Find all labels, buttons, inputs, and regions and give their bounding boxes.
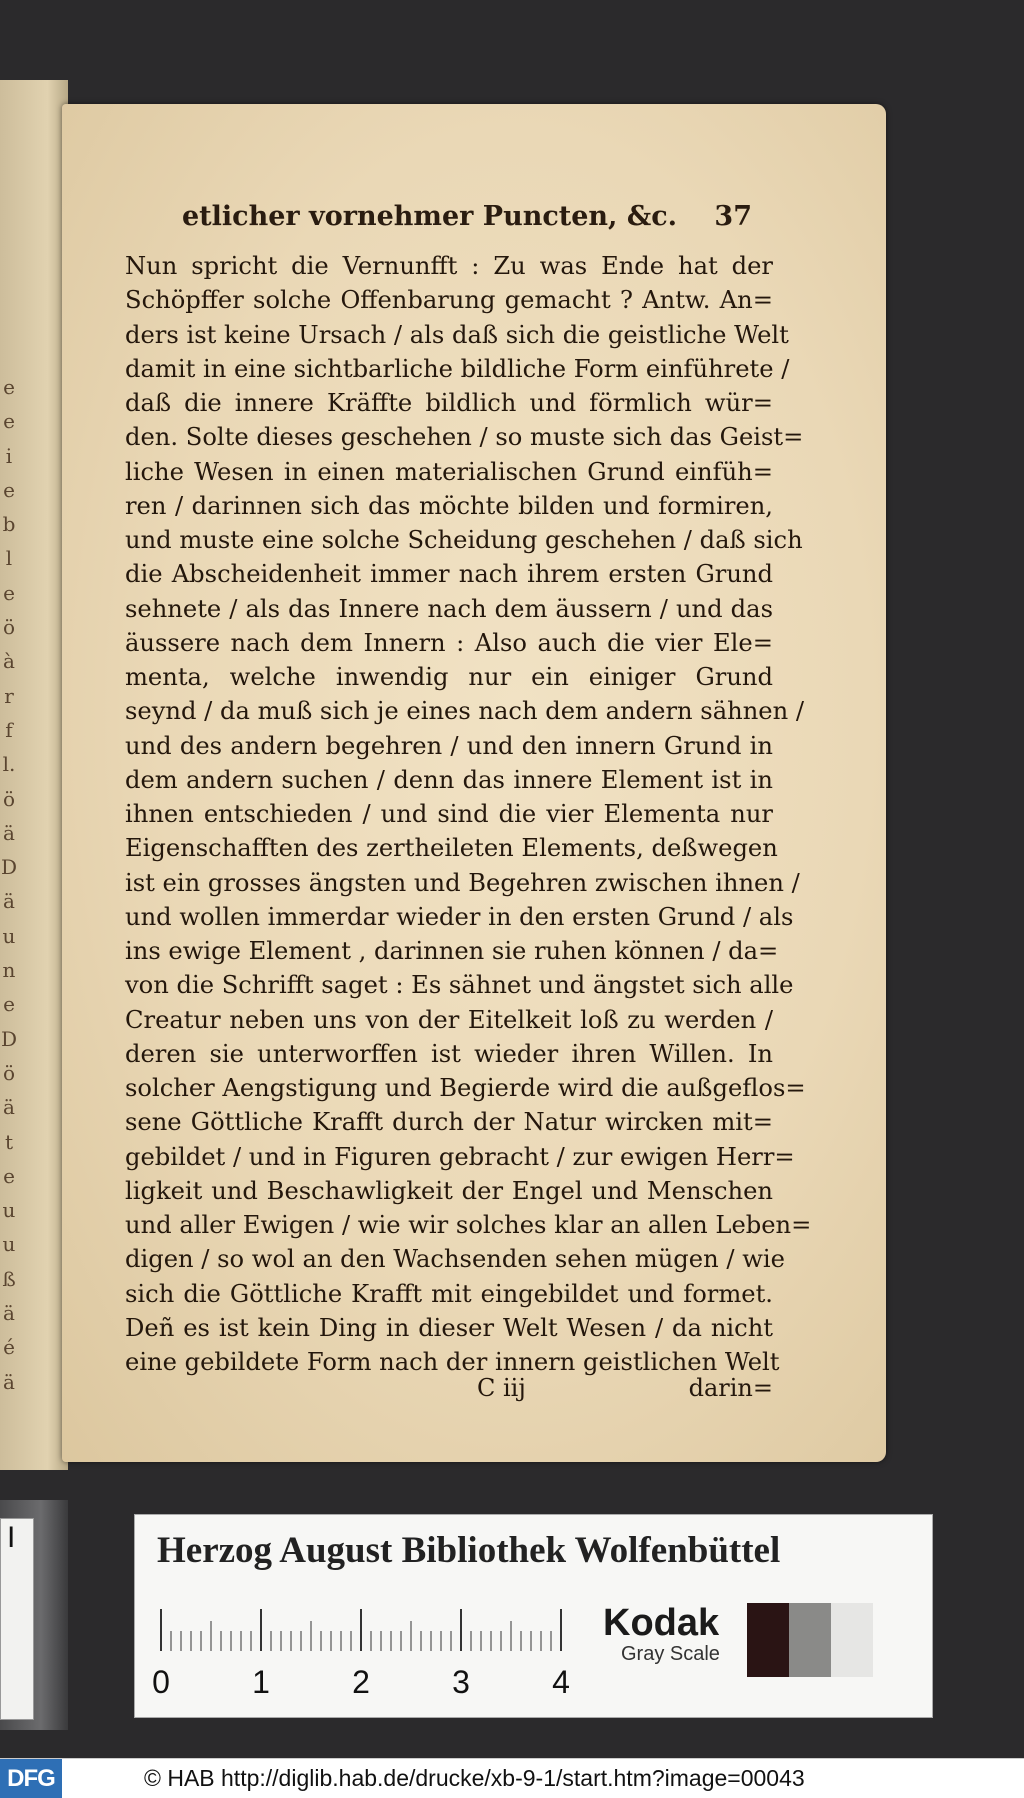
facing-glyph: ä <box>3 889 15 914</box>
copyright-link[interactable]: © HAB http://diglib.hab.de/drucke/xb-9-1/start.htm?image=00043 <box>144 1765 805 1791</box>
text-line: Eigenschafften des zertheileten Elements, deßwegen <box>125 834 778 863</box>
text-line: sene Göttliche Krafft durch der Natur wircken mit= <box>125 1108 773 1137</box>
facing-glyph: u <box>2 923 16 948</box>
catchword: darin= <box>688 1374 773 1402</box>
text-line: äussere nach dem Innern : Also auch die vier Ele= <box>125 628 773 657</box>
text-line: deren sie unterworffen ist wieder ihren Willen. In <box>125 1039 773 1068</box>
ruler-label: 4 <box>552 1664 570 1700</box>
text-line: daß die innere Kräffte bildlich und förmlich wür= <box>125 389 773 417</box>
facing-glyph: i <box>5 443 13 468</box>
facing-glyph: ä <box>3 1369 15 1394</box>
footer-bar <box>0 1758 1024 1798</box>
facing-glyph: ß <box>2 1266 16 1291</box>
text-line: ligkeit und Beschawligkeit der Engel und Menschen <box>125 1176 773 1205</box>
text-line: eine gebildete Form nach der innern geistlichen Welt <box>125 1348 780 1376</box>
kodak-logo: Kodak <box>603 1602 720 1644</box>
text-line: den. Solte dieses geschehen / so muste sich das Geist= <box>125 423 804 452</box>
facing-glyph: t <box>4 1129 14 1154</box>
facing-glyph: f <box>5 717 13 742</box>
text-line: Nun spricht die Vernunfft : Zu was Ende hat der <box>125 252 773 280</box>
facing-glyph: u <box>2 1232 16 1257</box>
gray-swatch <box>789 1603 831 1677</box>
page-number: 37 <box>714 201 752 232</box>
facing-card-fragment: I <box>0 1518 34 1720</box>
signature-line <box>125 1372 773 1406</box>
dfg-logo: DFG <box>0 1759 62 1798</box>
text-line: Schöpffer solche Offenbarung gemacht ? Antw. An= <box>125 286 773 315</box>
facing-glyph: r <box>4 683 14 708</box>
running-head-title: etlicher vornehmer Puncten, &c. <box>182 201 678 232</box>
facing-glyph: e <box>3 409 15 434</box>
gray-swatch <box>831 1603 873 1677</box>
library-name: Herzog August Bibliothek Wolfenbüttel <box>157 1530 781 1571</box>
facing-glyph: ö <box>2 615 16 640</box>
text-line: liche Wesen in einen materialischen Grund einfüh= <box>125 457 773 486</box>
facing-glyph: n <box>2 958 16 983</box>
facing-glyph: e <box>3 375 15 399</box>
cm-ruler <box>152 1607 589 1707</box>
text-line: Creatur neben uns von der Eitelkeit loß zu werden / <box>125 1005 773 1034</box>
facing-glyph: e <box>3 1163 15 1188</box>
ruler-label: 0 <box>152 1664 170 1700</box>
text-line: ihnen entschieden / und sind die vier Elementa nur <box>125 800 773 828</box>
facing-glyph: à <box>3 649 15 674</box>
text-line: und aller Ewigen / wie wir solches klar an allen Leben= <box>125 1211 812 1239</box>
color-target-card <box>134 1514 933 1718</box>
facing-page-edge <box>0 80 68 1470</box>
facing-glyph: é <box>3 1335 15 1360</box>
text-line: sehnete / als das Innere nach dem äussern / und das <box>125 594 773 623</box>
text-line: ins ewige Element , darinnen sie ruhen können / da= <box>125 937 779 965</box>
text-line: gebildet / und in Figuren gebracht / zur ewigen Herr= <box>125 1142 795 1171</box>
facing-glyph: D <box>0 855 18 880</box>
text-line: seynd / da muß sich je eines nach dem andern sähnen / <box>125 697 805 726</box>
ruler-label: 2 <box>352 1664 370 1700</box>
text-line: solcher Aengstigung und Begierde wird die außgeflos= <box>125 1074 806 1102</box>
text-line: ders ist keine Ursach / als daß sich die geistliche Welt <box>125 320 789 349</box>
facing-glyph: l. <box>2 752 16 777</box>
facing-glyph: e <box>3 992 15 1017</box>
text-line: damit in eine sichtbarliche bildliche Form einführete / <box>125 354 790 383</box>
ruler-label: 3 <box>452 1664 470 1700</box>
running-head <box>182 195 752 239</box>
text-line: ren / darinnen sich das möchte bilden und formiren, <box>125 491 773 520</box>
facing-glyph: e <box>3 580 15 605</box>
gray-swatch <box>747 1603 789 1677</box>
facing-glyph: b <box>2 512 16 537</box>
text-line: ist ein grosses ängsten und Begehren zwischen ihnen / <box>125 868 800 897</box>
gray-scale-swatches <box>747 1603 873 1677</box>
facing-glyph: ä <box>3 820 15 845</box>
text-line: die Abscheidenheit immer nach ihrem ersten Grund <box>125 560 773 589</box>
text-line: digen / so wol an den Wachsenden sehen mügen / wie <box>125 1245 785 1274</box>
facing-glyph: ä <box>3 1095 15 1120</box>
text-line: sich die Göttliche Krafft mit eingebildet und formet. <box>125 1279 773 1308</box>
facing-glyph: l <box>5 546 13 571</box>
page-text <box>125 249 812 1379</box>
text-line: Deñ es ist kein Ding in dieser Welt Wesen / da nicht <box>125 1313 773 1342</box>
ruler-label: 1 <box>252 1664 270 1700</box>
facing-glyph: u <box>2 1198 16 1223</box>
kodak-subtitle: Gray Scale <box>621 1643 720 1665</box>
kodak-label <box>603 1603 743 1666</box>
facing-glyph: ö <box>2 1060 16 1085</box>
facing-glyph: D <box>0 1026 18 1051</box>
text-line: menta, welche inwendig nur ein einiger Grund <box>125 663 773 691</box>
text-line: und wollen immerdar wieder in den ersten Grund / als <box>125 902 794 931</box>
facing-glyph: ä <box>3 1301 15 1326</box>
signature-mark: C iij <box>477 1374 526 1402</box>
facing-glyph: e <box>3 477 15 502</box>
facing-page-glyphs <box>0 370 18 1399</box>
facing-glyph: ö <box>2 786 16 811</box>
text-line: und muste eine solche Scheidung geschehen / daß sich <box>125 526 803 554</box>
text-line: dem andern suchen / denn das innere Element ist in <box>125 765 773 794</box>
text-line: und des andern begehren / und den innern Grund in <box>125 731 773 760</box>
text-line: von die Schrifft saget : Es sähnet und ängstet sich alle <box>125 971 794 1000</box>
